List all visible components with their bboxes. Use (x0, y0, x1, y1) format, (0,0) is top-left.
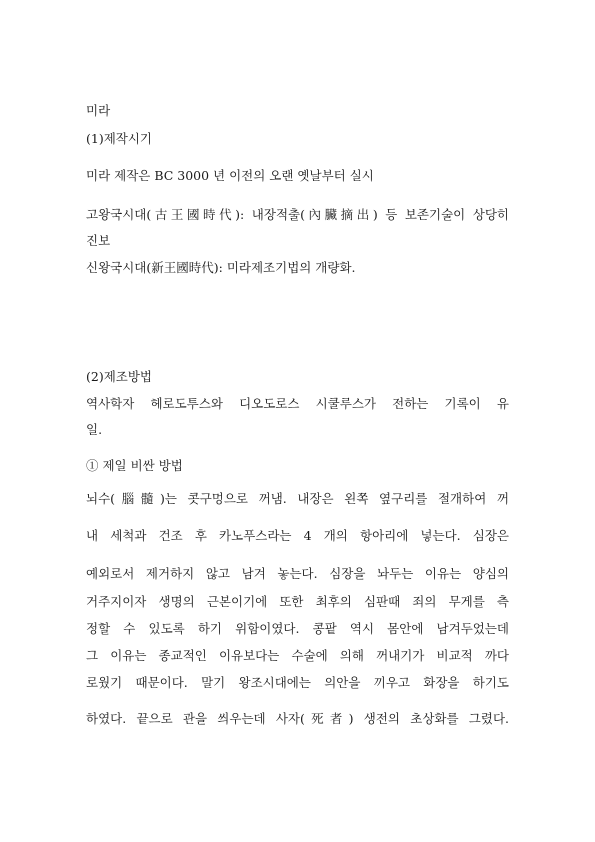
sub-heading-most-expensive-method: ① 제일 비싼 방법 (86, 458, 183, 473)
body-line: 거주지이자 생명의 근본이기에 또한 최후의 심판때 죄의 무게를 측 (86, 594, 509, 609)
body-line: 예외로서 제거하지 않고 남겨 놓는다. 심장을 놔두는 이유는 양심의 (86, 566, 509, 581)
paragraph-line: 신왕국시대(新王國時代): 미라제조기법의 개량화. (86, 260, 356, 275)
body-line: 내 세척과 건조 후 카노푸스라는 4 개의 항아리에 넣는다. 심장은 (86, 528, 509, 543)
body-line: 그 이유는 종교적인 이유보다는 수술에 의해 꺼내기가 비교적 까다 (86, 648, 509, 663)
body-line: 로웠기 때문이다. 말기 왕조시대에는 의안을 끼우고 화장을 하기도 (86, 675, 509, 690)
section-heading-production-method: (2)제조방법 (86, 369, 153, 384)
paragraph-line: 진보 (86, 233, 111, 248)
section-heading-production-period: (1)제작시기 (86, 131, 153, 146)
document-title: 미라 (86, 103, 111, 118)
body-line: 하였다. 끝으로 관을 씌우는데 사자(死者) 생전의 초상화를 그렸다. (86, 711, 509, 726)
paragraph-line: 미라 제작은 BC 3000 년 이전의 오랜 옛날부터 실시 (86, 168, 374, 183)
paragraph-line: 일. (86, 422, 103, 437)
body-line: 정할 수 있도록 하기 위함이였다. 콩팥 역시 몸안에 남겨두었는데 (86, 621, 509, 636)
body-line: 뇌수(腦髓)는 콧구멍으로 꺼냄. 내장은 왼쪽 옆구리를 절개하여 꺼 (86, 491, 509, 506)
paragraph-line: 고왕국시대(古王國時代): 내장적출(內臟摘出) 등 보존기술이 상당히 (86, 207, 509, 222)
paragraph-line: 역사학자 헤로도투스와 디오도로스 시쿨루스가 전하는 기록이 유 (86, 396, 509, 411)
